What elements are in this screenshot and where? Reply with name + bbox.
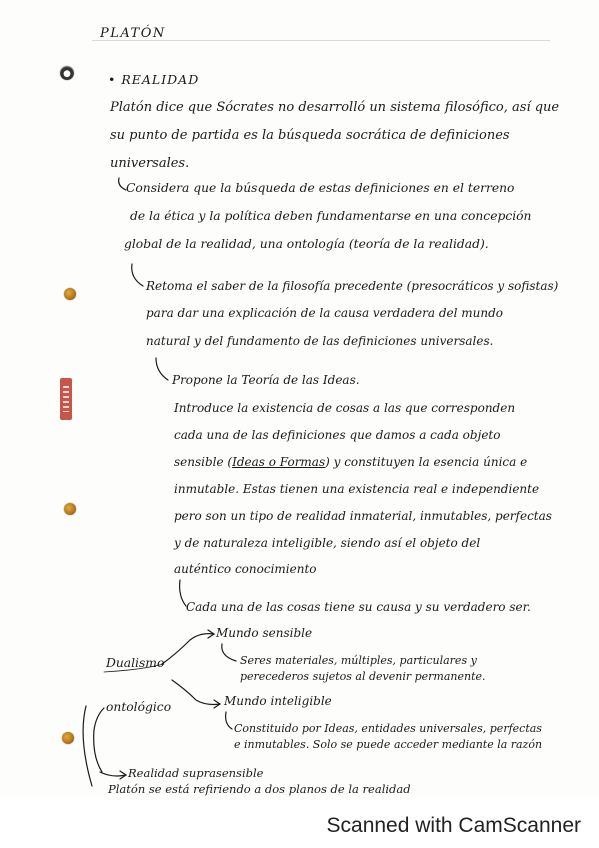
text-line: de la ética y la política deben fundamentarse en una concepción bbox=[130, 209, 532, 223]
text-fragment: sensible ( bbox=[174, 455, 233, 469]
text-line: inmutable. Estas tienen una existencia real e independiente bbox=[174, 482, 540, 496]
text-line: pero son un tipo de realidad inmaterial, inmutables, perfectas bbox=[174, 509, 552, 523]
scanner-watermark: Scanned with CamScanner bbox=[326, 814, 581, 837]
text-line: Cada una de las cosas tiene su causa y su verdadero ser. bbox=[186, 600, 531, 614]
diagram-text: Seres materiales, múltiples, particulares y bbox=[240, 654, 477, 667]
text-line: Propone la Teoría de las Ideas. bbox=[172, 373, 360, 387]
page-title: PLATÓN bbox=[100, 26, 166, 41]
text-line: para dar una explicación de la causa verdadera del mundo bbox=[146, 306, 504, 320]
text-line: Considera que la búsqueda de estas definiciones en el terreno bbox=[126, 181, 515, 195]
text-line: natural y del fundamento de las definiciones universales. bbox=[146, 334, 494, 348]
text-line: global de la realidad, una ontología (teoría de la realidad). bbox=[124, 237, 489, 251]
cut-off-text-line: Platón se está refiriendo a dos planos de la realidad bbox=[108, 782, 411, 796]
text-line: auténtico conocimiento bbox=[174, 562, 317, 576]
text-line: y de naturaleza inteligible, siendo así el objeto del bbox=[174, 536, 481, 550]
diagram-text: e inmutables. Solo se puede acceder mediante la razón bbox=[234, 738, 543, 751]
diagram-text: Constituido por Ideas, entidades universales, perfectas bbox=[234, 722, 542, 735]
diagram-label-dualismo: Dualismo bbox=[106, 656, 165, 670]
text-line: su punto de partida es la búsqueda socrática de definiciones bbox=[110, 128, 510, 143]
diagram-realidad-suprasensible: Realidad suprasensible bbox=[128, 766, 264, 780]
text-line: Retoma el saber de la filosofía precedente (presocráticos y sofistas) bbox=[146, 279, 559, 293]
text-line: cada una de las definiciones que damos a cada objeto bbox=[174, 428, 501, 442]
diagram-mundo-sensible: Mundo sensible bbox=[216, 626, 313, 640]
underlined-term: Ideas o Formas bbox=[232, 455, 326, 469]
text-line: Introduce la existencia de cosas a las que corresponden bbox=[174, 401, 516, 415]
diagram-mundo-inteligible: Mundo inteligible bbox=[224, 694, 332, 708]
diagram-text: perecederos sujetos al devenir permanente. bbox=[240, 670, 486, 683]
text-line: universales. bbox=[110, 156, 190, 171]
section-heading: • REALIDAD bbox=[108, 72, 200, 87]
text-line: Platón dice que Sócrates no desarrolló un sistema filosófico, así que bbox=[110, 100, 560, 115]
diagram-label-ontologico: ontológico bbox=[106, 700, 172, 714]
text-fragment: ) y constituyen la esencia única e bbox=[325, 455, 528, 469]
